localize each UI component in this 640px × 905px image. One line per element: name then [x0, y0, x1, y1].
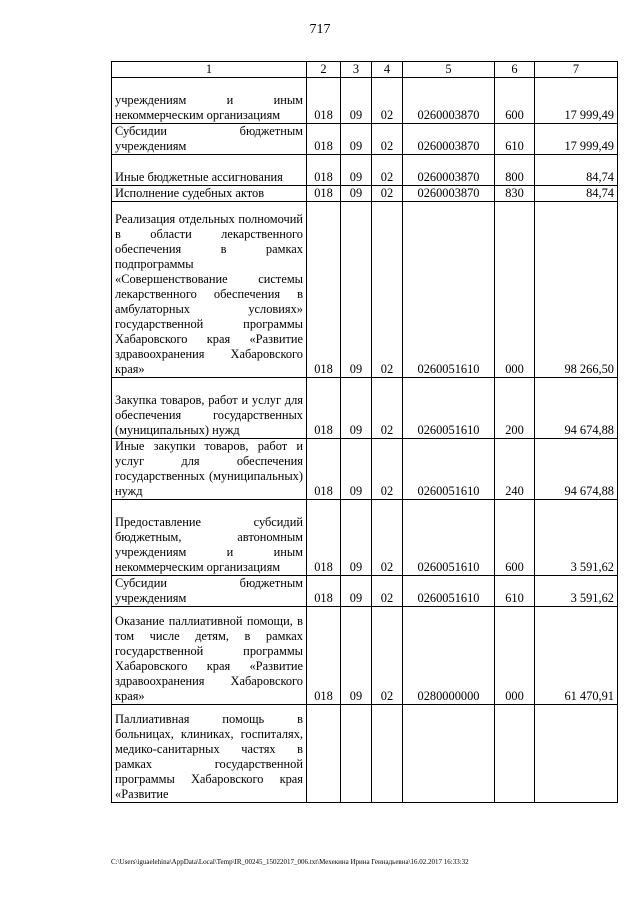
table-row [112, 202, 618, 378]
header-col-4: 4 [372, 62, 403, 78]
cell-code-4: 02 [372, 124, 403, 155]
cell-code-5: 0260003870 [403, 124, 495, 155]
table-row [112, 500, 618, 576]
file-path-footer: C:\Users\iguaelehina\AppData\Local\Temp\IR_00245_15022017_006.txt\Мехекина Ирина Геннадьевна\16.02.2017 16:33:32 [111, 858, 469, 866]
table-row [112, 576, 618, 607]
cell-amount: 3 591,62 [535, 500, 618, 576]
header-col-3: 3 [341, 62, 372, 78]
cell-code-2: 018 [307, 78, 341, 124]
cell-amount: 94 674,88 [535, 378, 618, 439]
cell-code-5: 0260051610 [403, 576, 495, 607]
cell-code-2: 018 [307, 186, 341, 202]
cell-code-4: 02 [372, 186, 403, 202]
row-name: Паллиативная помощь в больницах, клиниках, госпиталях, медико-санитарных частях в рамках государственной программы Хабаровского края «Развитие [112, 705, 307, 803]
cell-code-4 [372, 705, 403, 803]
cell-code-3: 09 [341, 186, 372, 202]
row-name: учреждениям и иным некоммерческим организациям [112, 78, 307, 124]
cell-code-2: 018 [307, 378, 341, 439]
header-col-5: 5 [403, 62, 495, 78]
cell-amount: 3 591,62 [535, 576, 618, 607]
cell-code-6: 800 [495, 155, 535, 186]
cell-code-5: 0260051610 [403, 378, 495, 439]
cell-code-6: 200 [495, 378, 535, 439]
cell-code-4: 02 [372, 500, 403, 576]
cell-code-3 [341, 705, 372, 803]
row-name: Предоставление субсидий бюджетным, автономным учреждениям и иным некоммерческим организациям [112, 500, 307, 576]
cell-code-4: 02 [372, 155, 403, 186]
cell-code-6: 830 [495, 186, 535, 202]
cell-amount: 98 266,50 [535, 202, 618, 378]
cell-code-3: 09 [341, 439, 372, 500]
table-header-row [112, 62, 618, 78]
cell-code-4: 02 [372, 607, 403, 705]
cell-code-2: 018 [307, 500, 341, 576]
cell-code-3: 09 [341, 576, 372, 607]
cell-code-4: 02 [372, 202, 403, 378]
cell-code-4: 02 [372, 439, 403, 500]
cell-amount: 84,74 [535, 186, 618, 202]
table-row [112, 78, 618, 124]
cell-code-2: 018 [307, 439, 341, 500]
row-name: Закупка товаров, работ и услуг для обеспечения государственных (муниципальных) нужд [112, 378, 307, 439]
table-row [112, 439, 618, 500]
cell-code-5: 0260051610 [403, 500, 495, 576]
row-name: Исполнение судебных актов [112, 186, 307, 202]
cell-code-5: 0260003870 [403, 186, 495, 202]
header-col-1: 1 [112, 62, 307, 78]
table-row [112, 155, 618, 186]
cell-amount [535, 705, 618, 803]
cell-code-5: 0260051610 [403, 202, 495, 378]
cell-code-3: 09 [341, 378, 372, 439]
table-row [112, 607, 618, 705]
cell-code-3: 09 [341, 78, 372, 124]
cell-amount: 94 674,88 [535, 439, 618, 500]
cell-code-6: 240 [495, 439, 535, 500]
cell-code-3: 09 [341, 124, 372, 155]
cell-code-3: 09 [341, 202, 372, 378]
cell-code-5: 0260003870 [403, 78, 495, 124]
cell-code-5 [403, 705, 495, 803]
cell-code-6: 610 [495, 576, 535, 607]
cell-code-5: 0280000000 [403, 607, 495, 705]
cell-code-2: 018 [307, 155, 341, 186]
cell-code-6: 610 [495, 124, 535, 155]
cell-code-6: 600 [495, 500, 535, 576]
row-name: Иные бюджетные ассигнования [112, 155, 307, 186]
cell-amount: 61 470,91 [535, 607, 618, 705]
header-col-7: 7 [535, 62, 618, 78]
row-name: Реализация отдельных полномочий в области лекарственного обеспечения в рамках подпрограммы «Совершенствование системы лекарственного обеспечения в амбулаторных условиях» государственной программы Хабаровского края «Развитие здравоохранения Хабаровского края» [112, 202, 307, 378]
budget-table [111, 61, 618, 803]
cell-code-6: 000 [495, 607, 535, 705]
cell-code-2: 018 [307, 607, 341, 705]
cell-code-3: 09 [341, 155, 372, 186]
cell-code-6: 600 [495, 78, 535, 124]
row-name: Иные закупки товаров, работ и услуг для обеспечения государственных (муниципальных) нужд [112, 439, 307, 500]
cell-code-2: 018 [307, 576, 341, 607]
row-name: Субсидии бюджетным учреждениям [112, 576, 307, 607]
page-number: 717 [309, 22, 331, 37]
cell-code-4: 02 [372, 78, 403, 124]
row-name: Субсидии бюджетным учреждениям [112, 124, 307, 155]
cell-code-3: 09 [341, 607, 372, 705]
row-name: Оказание паллиативной помощи, в том числе детям, в рамках государственной программы Хабаровского края «Развитие здравоохранения Хабаровского края» [112, 607, 307, 705]
cell-amount: 17 999,49 [535, 78, 618, 124]
cell-code-6: 000 [495, 202, 535, 378]
cell-code-2: 018 [307, 124, 341, 155]
cell-code-6 [495, 705, 535, 803]
cell-amount: 17 999,49 [535, 124, 618, 155]
cell-code-5: 0260051610 [403, 439, 495, 500]
cell-code-4: 02 [372, 378, 403, 439]
table-row [112, 124, 618, 155]
cell-code-2: 018 [307, 202, 341, 378]
cell-code-5: 0260003870 [403, 155, 495, 186]
header-col-6: 6 [495, 62, 535, 78]
cell-amount: 84,74 [535, 155, 618, 186]
cell-code-3: 09 [341, 500, 372, 576]
cell-code-2 [307, 705, 341, 803]
table-row [112, 378, 618, 439]
header-col-2: 2 [307, 62, 341, 78]
cell-code-4: 02 [372, 576, 403, 607]
table-row [112, 186, 618, 202]
table-row [112, 705, 618, 803]
